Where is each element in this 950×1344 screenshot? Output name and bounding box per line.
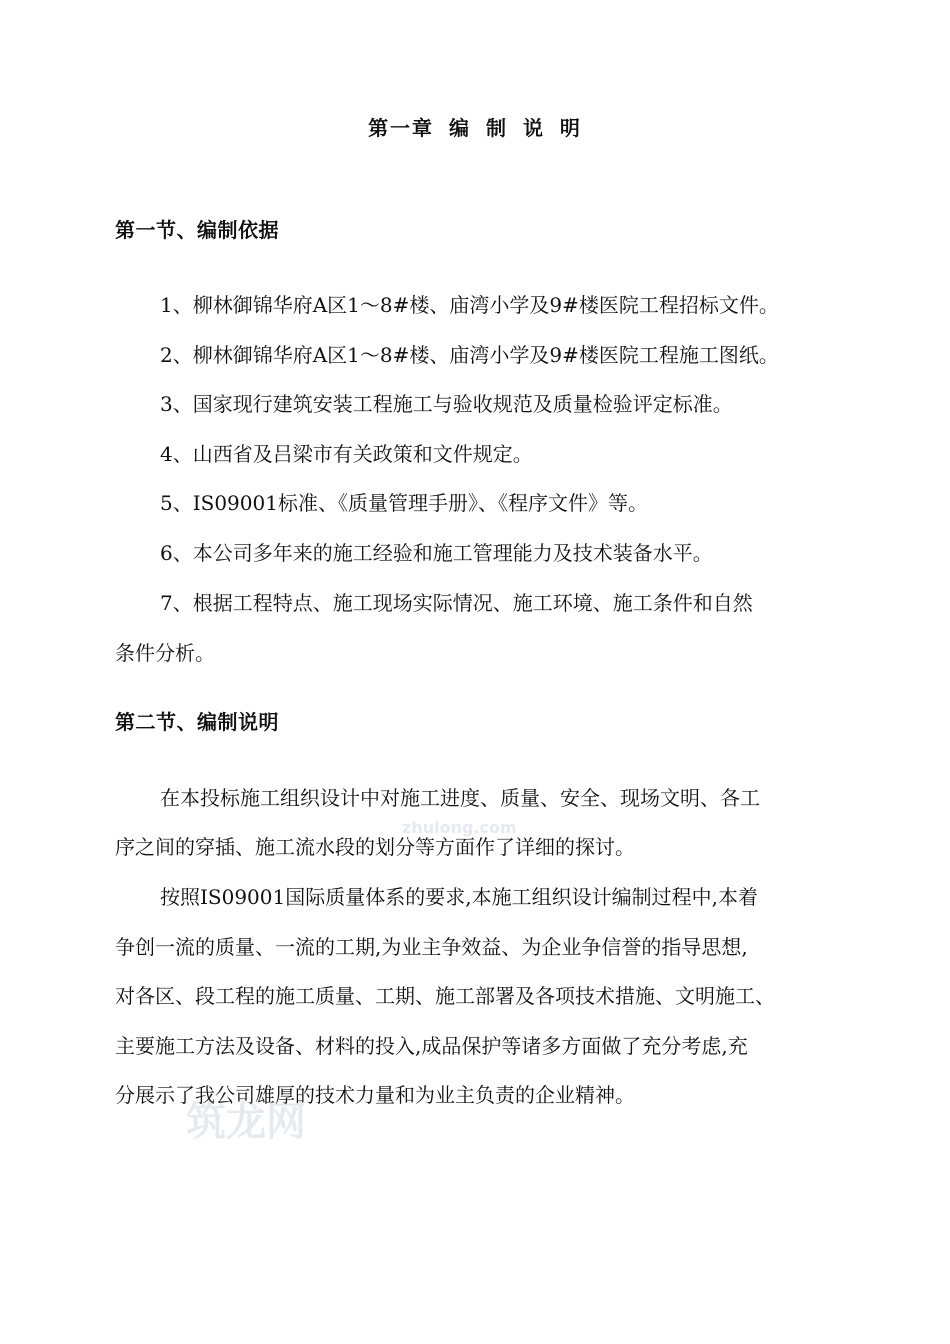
basis-item-2: 2、柳林御锦华府A区1～8#楼、庙湾小学及9#楼医院工程施工图纸。 <box>160 343 779 367</box>
basis-item-3: 3、国家现行建筑安装工程施工与验收规范及质量检验评定标准。 <box>160 392 733 416</box>
basis-item-7: 7、根据工程特点、施工现场实际情况、施工环境、施工条件和自然 <box>160 591 753 615</box>
notes-paragraph-1-line-1: 在本投标施工组织设计中对施工进度、质量、安全、现场文明、各工 <box>160 786 760 810</box>
basis-item-7-continued: 条件分析。 <box>115 641 215 665</box>
chapter-title: 第一章 编 制 说 明 <box>368 116 582 140</box>
notes-paragraph-1-line-2: 序之间的穿插、施工流水段的划分等方面作了详细的探讨。 <box>115 835 635 859</box>
basis-item-1: 1、柳林御锦华府A区1～8#楼、庙湾小学及9#楼医院工程招标文件。 <box>160 293 779 317</box>
notes-paragraph-2-line-3: 对各区、段工程的施工质量、工期、施工部署及各项技术措施、文明施工、 <box>115 984 775 1008</box>
notes-paragraph-2-line-4: 主要施工方法及设备、材料的投入,成品保护等诸多方面做了充分考虑,充 <box>115 1034 748 1058</box>
basis-item-4: 4、山西省及吕梁市有关政策和文件规定。 <box>160 442 533 466</box>
section-heading-notes: 第二节、编制说明 <box>115 710 279 734</box>
notes-paragraph-2-line-2: 争创一流的质量、一流的工期,为业主争效益、为企业争信誉的指导思想, <box>115 935 748 959</box>
section-heading-basis: 第一节、编制依据 <box>115 218 279 242</box>
notes-paragraph-2-line-5: 分展示了我公司雄厚的技术力量和为业主负责的企业精神。 <box>115 1083 635 1107</box>
watermark-logo: 筑龙网 <box>186 1099 306 1145</box>
basis-item-6: 6、本公司多年来的施工经验和施工管理能力及技术装备水平。 <box>160 541 713 565</box>
notes-paragraph-2-line-1: 按照IS09001国际质量体系的要求,本施工组织设计编制过程中,本着 <box>160 885 758 909</box>
watermark-url: zhulong.com <box>402 818 517 837</box>
basis-item-5: 5、IS09001标准、《质量管理手册》、《程序文件》等。 <box>160 491 648 515</box>
